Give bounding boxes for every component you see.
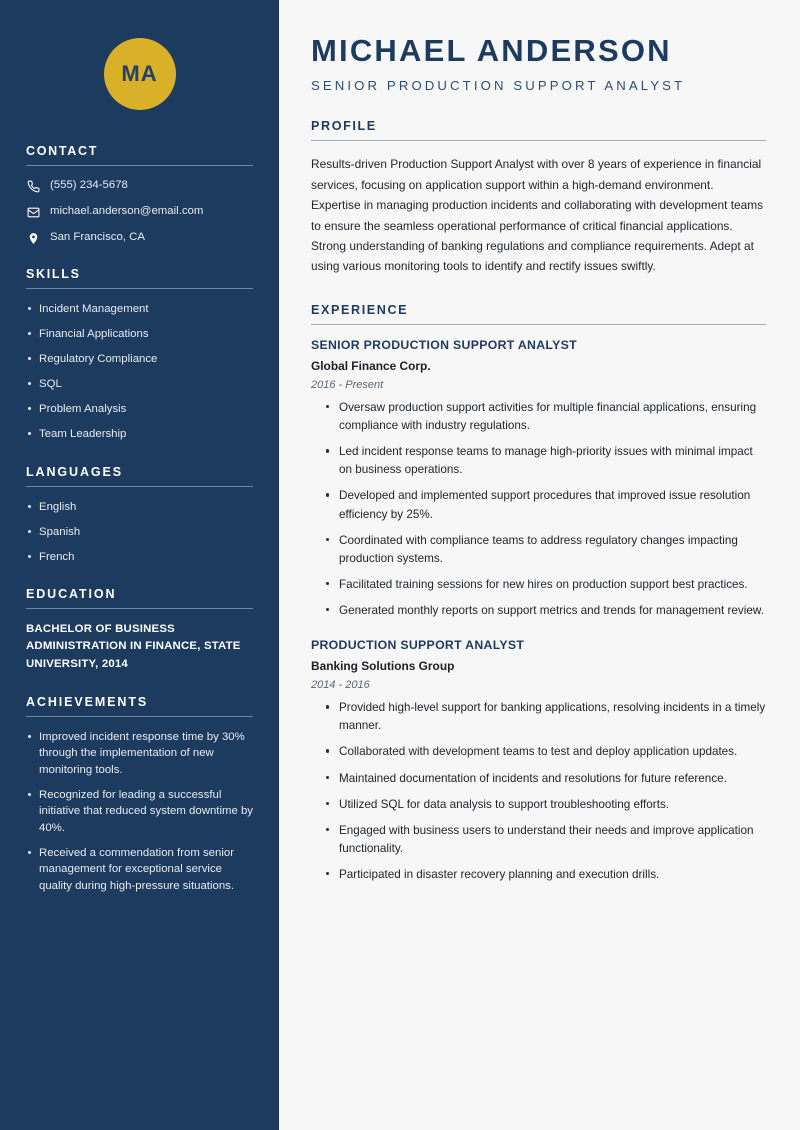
list-item: Utilized SQL for data analysis to support troubleshooting efforts. [325, 796, 766, 814]
avatar-wrap [0, 0, 279, 144]
job-title: PRODUCTION SUPPORT ANALYST [311, 638, 525, 653]
list-item: Financial Applications [26, 326, 253, 343]
list-item: Regulatory Compliance [26, 351, 253, 368]
sidebar-content [0, 144, 279, 894]
list-item: English [26, 499, 253, 516]
list-item: Received a commendation from senior management for exceptional service quality during high-pressure situations. [26, 845, 253, 895]
achievements-list [26, 729, 253, 895]
list-item: Provided high-level support for banking applications, resolving incidents in a timely manner. [325, 699, 766, 735]
list-item: Recognized for leading a successful initiative that reduced system downtime by 40%. [26, 787, 253, 837]
job-company: Banking Solutions Group [311, 659, 455, 674]
list-item: Problem Analysis [26, 401, 253, 418]
profile-heading: PROFILE [311, 119, 766, 141]
list-item: Team Leadership [26, 426, 253, 443]
phone-icon [26, 179, 40, 193]
list-item: Generated monthly reports on support metrics and trends for management review. [325, 602, 766, 620]
avatar: MA [104, 38, 176, 110]
education-entry: BACHELOR OF BUSINESS ADMINISTRATION IN FINANCE, STATE UNIVERSITY, 2014 [26, 623, 241, 670]
contact-list [26, 178, 253, 245]
sidebar [0, 0, 279, 1130]
list-item: Engaged with business users to understand their needs and improve application functionality. [325, 822, 766, 858]
list-item: Led incident response teams to manage high-priority issues with minimal impact on business operations. [325, 443, 766, 479]
list-item: Collaborated with development teams to test and deploy application updates. [325, 743, 766, 761]
languages-list [26, 499, 253, 566]
sidebar-section-achievements [26, 695, 253, 895]
job-dates: 2016 - Present [311, 378, 384, 391]
job-role-subtitle: SENIOR PRODUCTION SUPPORT ANALYST [311, 78, 686, 94]
list-item: Coordinated with compliance teams to address regulatory changes impacting production systems. [325, 532, 766, 568]
contact-location-row [26, 230, 253, 245]
sidebar-section-contact [26, 144, 253, 245]
sidebar-section-education [26, 587, 253, 672]
contact-email-row [26, 204, 253, 219]
skills-heading: SKILLS [26, 267, 253, 289]
languages-heading: LANGUAGES [26, 465, 253, 487]
list-item: French [26, 549, 253, 566]
section-experience [311, 303, 766, 884]
contact-location-value: San Francisco, CA [50, 231, 145, 243]
job-company: Global Finance Corp. [311, 358, 431, 373]
profile-text: Results-driven Production Support Analyst with over 8 years of experience in financial services, focusing on application support within a high-demand environment. Expertise in managing production incidents and collaborating with development teams to ensure the seamless operational performance of critical financial applications. Strong understanding of banking regulations and compliance requirements. Adept at using various monitoring tools to identify and rectify issues swiftly. [311, 157, 764, 274]
education-heading: EDUCATION [26, 587, 253, 609]
list-item: Developed and implemented support procedures that improved issue resolution efficiency by 25%. [325, 487, 766, 523]
experience-entry-2 [311, 638, 766, 884]
sidebar-section-skills [26, 267, 253, 443]
list-item: Improved incident response time by 30% through the implementation of new monitoring tools. [26, 729, 253, 779]
skills-list [26, 301, 253, 443]
job-bullet-list [311, 699, 766, 884]
experience-heading: EXPERIENCE [311, 303, 766, 325]
list-item: Spanish [26, 524, 253, 541]
list-item: SQL [26, 376, 253, 393]
section-profile [311, 119, 766, 277]
list-item: Maintained documentation of incidents and resolutions for future reference. [325, 770, 766, 788]
main-column [279, 0, 800, 1130]
list-item: Participated in disaster recovery planning and execution drills. [325, 866, 766, 884]
list-item: Incident Management [26, 301, 253, 318]
contact-phone-row [26, 178, 253, 193]
contact-phone-value: (555) 234-5678 [50, 179, 128, 191]
sidebar-section-languages [26, 465, 253, 566]
achievements-heading: ACHIEVEMENTS [26, 695, 253, 717]
location-pin-icon [26, 231, 40, 245]
list-item: Facilitated training sessions for new hires on production support best practices. [325, 576, 766, 594]
list-item: Oversaw production support activities for multiple financial applications, ensuring compliance with industry regulations. [325, 399, 766, 435]
job-title: SENIOR PRODUCTION SUPPORT ANALYST [311, 337, 577, 352]
contact-email-value: michael.anderson@email.com [50, 205, 204, 217]
job-dates: 2014 - 2016 [311, 679, 370, 692]
page-title: MICHAEL ANDERSON [311, 33, 672, 68]
job-bullet-list [311, 399, 766, 620]
contact-heading: CONTACT [26, 144, 253, 166]
envelope-icon [26, 205, 40, 219]
experience-entry-1 [311, 338, 766, 620]
